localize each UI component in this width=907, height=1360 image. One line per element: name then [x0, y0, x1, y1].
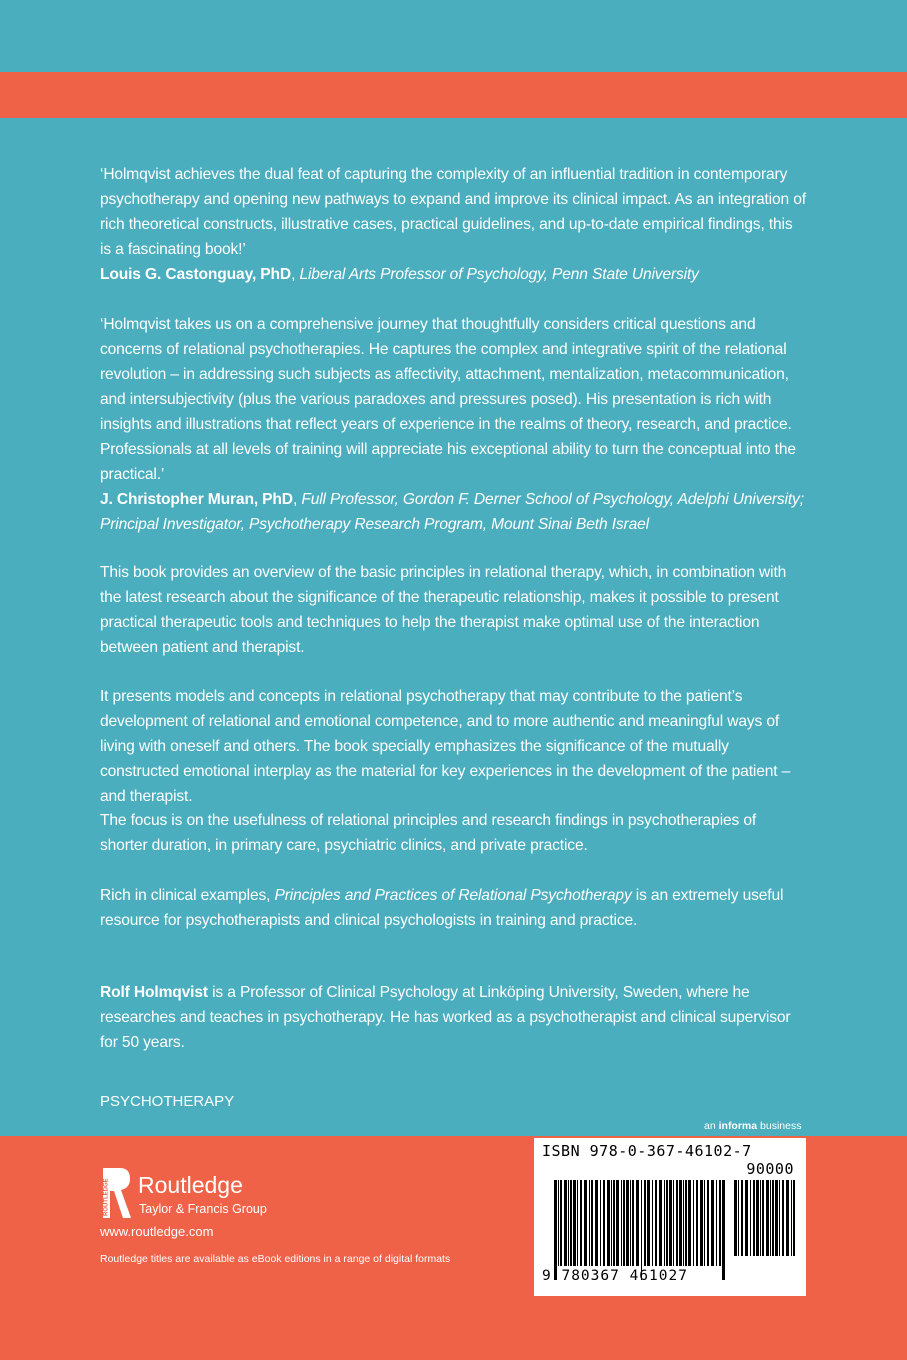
quote-2-text: ‘Holmqvist takes us on a comprehensive journey that thoughtfully considers critical questions and concerns of relational psychotherapies. He captures the complex and integrative spirit of the relational revolution – in addressing such subjects as affectivity, attachment, mentalization, metacommunication, and intersubjectivity (plus the various paradoxes and pressures posed). His presentation is rich with insights and illustrations that reflect years of experience in the realms of theory, research, and practice. Professionals at all levels of training will appreciate his exceptional ability to turn the conceptual into the practical.’	[100, 316, 796, 483]
barcode-bar	[664, 1180, 665, 1266]
barcode-bar	[700, 1180, 703, 1266]
ebook-note: Routledge titles are available as eBook editions in a range of digital formats	[100, 1253, 451, 1265]
publisher-block	[100, 1166, 500, 1266]
barcode-bar	[775, 1180, 778, 1256]
barcode-bar	[570, 1180, 572, 1266]
logo-vertical-text: ROUTLEDGE	[103, 1178, 110, 1216]
informa-prefix: an	[704, 1120, 719, 1132]
quote-2-attribution: J. Christopher Muran, PhD, Full Professor, Gordon F. Derner School of Psychology, Adelphi University; Principal Investigator, Psychotherapy Research Program, Mount Sinai Beth Israel	[100, 491, 804, 533]
barcode-bar	[623, 1180, 625, 1266]
barcode-bar	[696, 1180, 698, 1266]
publisher-name: Routledge	[138, 1172, 243, 1198]
barcode-bar	[793, 1180, 795, 1256]
isbn-barcode-box	[534, 1138, 806, 1296]
barcode-bar	[741, 1180, 743, 1256]
barcode-bar	[655, 1180, 657, 1266]
barcode-bar	[766, 1180, 769, 1256]
barcode-bar	[738, 1180, 739, 1256]
author-bio-body: is a Professor of Clinical Psychology at Linköping University, Sweden, where he researches and teaches in psychotherapy. He has worked as a psychotherapist and clinical supervisor for 50 years.	[100, 984, 791, 1051]
barcode-bar	[589, 1180, 590, 1266]
author-name: Rolf Holmqvist	[100, 984, 208, 1001]
quote-2-affiliation: Full Professor, Gordon F. Derner School of Psychology, Adelphi University; Principal Investigator, Psychotherapy Research Program, Mount Sinai Beth Israel	[100, 491, 804, 533]
barcode-bar	[621, 1180, 622, 1266]
informa-brand: informa	[718, 1120, 758, 1132]
barcode-bar	[711, 1180, 714, 1266]
description-paragraph-3	[100, 808, 806, 858]
quote-1-affiliation: Liberal Arts Professor of Psychology, Penn State University	[299, 266, 699, 283]
barcode-bar	[573, 1180, 576, 1266]
author-bio-text	[100, 980, 806, 1055]
barcode-bar	[707, 1180, 709, 1266]
barcode-addon-icon	[734, 1180, 796, 1270]
barcode-bar	[722, 1180, 725, 1280]
description-paragraph-1	[100, 560, 806, 660]
barcode-bar	[595, 1180, 598, 1266]
description-p3-text: The focus is on the usefulness of relational principles and research findings in psychotherapies of shorter duration, in primary care, psychiatric clinics, and private practice.	[100, 812, 757, 854]
barcode-bar	[673, 1180, 674, 1266]
description-p4-before: Rich in clinical examples,	[100, 887, 275, 904]
description-p4-text	[100, 883, 806, 933]
endorsement-quote-2	[100, 312, 806, 537]
barcode-bar	[772, 1180, 774, 1256]
barcode-bar	[704, 1180, 705, 1266]
barcode-bar	[644, 1180, 646, 1266]
barcode-bar	[666, 1180, 668, 1266]
barcode-bar	[641, 1180, 642, 1280]
informa-tagline	[704, 1120, 801, 1132]
description-paragraph-4	[100, 883, 806, 933]
book-title: Principles and Practices of Relational Psychotherapy	[274, 887, 632, 904]
description-p1-text: This book provides an overview of the basic principles in relational therapy, which, in combination with the latest research about the significance of the therapeutic relationship, makes it possible to present practical therapeutic tools and techniques to help the therapist make optimal use of the interaction between patient and therapist.	[100, 564, 787, 656]
barcode-bar	[626, 1180, 629, 1266]
barcode-bar	[770, 1180, 771, 1256]
barcode-bar	[688, 1180, 691, 1266]
barcode-bar	[782, 1180, 784, 1256]
barcode-bar	[745, 1180, 748, 1256]
description-p2-text: It presents models and concepts in relational psychotherapy that may contribute to the patient’s development of relational and emotional competence, and to more authentic and meaningful ways of living with oneself and others. The book specially emphasizes the significance of the mutually constructed emotional interplay as the material for key experiences in the development of the patient – and therapist.	[100, 688, 791, 805]
endorsement-quote-1	[100, 162, 806, 287]
subject-category: PSYCHOTHERAPY	[100, 1093, 235, 1110]
top-color-band	[0, 72, 907, 118]
publisher-url: www.routledge.com	[100, 1224, 214, 1239]
barcode-bar	[753, 1180, 755, 1256]
author-bio	[100, 980, 806, 1055]
publisher-group: Taylor & Francis Group	[139, 1202, 267, 1216]
ean-digits: 9 780367 461027	[542, 1268, 688, 1284]
barcode-bar	[560, 1180, 562, 1266]
quote-2-author: J. Christopher Muran, PhD	[100, 491, 293, 508]
barcode-bar	[734, 1180, 737, 1256]
barcode-bar	[676, 1180, 678, 1266]
barcode-bar	[632, 1180, 634, 1266]
barcode-bar	[568, 1180, 569, 1266]
barcode-bar	[659, 1180, 662, 1266]
barcode-bar	[693, 1180, 694, 1266]
barcode-bar	[613, 1180, 615, 1266]
barcode-bar	[584, 1180, 587, 1266]
barcode-bar	[564, 1180, 567, 1266]
routledge-logo-icon	[100, 1166, 132, 1220]
description-paragraph-2	[100, 684, 806, 809]
barcode-bar	[591, 1180, 593, 1266]
quote-1-author: Louis G. Castonguay, PhD	[100, 266, 292, 283]
barcode-bar	[719, 1180, 721, 1266]
barcode-bar	[607, 1180, 610, 1266]
barcode-bar	[611, 1180, 612, 1266]
barcode-bar	[600, 1180, 601, 1266]
barcode-bar	[630, 1180, 631, 1266]
quote-1-attribution: Louis G. Castonguay, PhD, Liberal Arts Professor of Psychology, Penn State University	[100, 266, 699, 283]
barcode-bar	[580, 1180, 582, 1266]
barcode-bar	[652, 1180, 653, 1266]
barcode-bar	[760, 1180, 761, 1256]
barcode-bar	[716, 1180, 717, 1266]
barcode-icon	[554, 1180, 726, 1280]
description-p4-after: is an extremely useful resource for psychotherapists and clinical psychologists in training and practice.	[100, 887, 784, 929]
barcode-bar	[647, 1180, 650, 1266]
barcode-bar	[669, 1180, 672, 1266]
price-code: 90000	[746, 1160, 794, 1178]
informa-suffix: business	[757, 1120, 802, 1132]
barcode-bar	[679, 1180, 682, 1266]
barcode-bar	[685, 1180, 687, 1266]
barcode-bar	[779, 1180, 780, 1256]
barcode-bar	[577, 1180, 578, 1266]
barcode-bar	[750, 1180, 751, 1256]
barcode-bar	[791, 1180, 792, 1256]
barcode-bar	[636, 1180, 639, 1266]
barcode-bar	[558, 1180, 559, 1266]
barcode-bar	[756, 1180, 759, 1256]
barcode-bar	[616, 1180, 619, 1266]
barcode-bar	[786, 1180, 789, 1256]
barcode-bar	[603, 1180, 605, 1266]
barcode-bar	[554, 1180, 557, 1280]
isbn-label: ISBN 978-0-367-46102-7	[542, 1142, 752, 1160]
barcode-bar	[762, 1180, 764, 1256]
barcode-bar	[683, 1180, 684, 1266]
quote-1-text: ‘Holmqvist achieves the dual feat of capturing the complexity of an influential tradition in contemporary psychotherapy and opening new pathways to expand and improve its clinical impact. As an integration of rich theoretical constructs, illustrative cases, practical guidelines, and up-to-date empirical findings, this is a fascinating book!’	[100, 166, 806, 258]
